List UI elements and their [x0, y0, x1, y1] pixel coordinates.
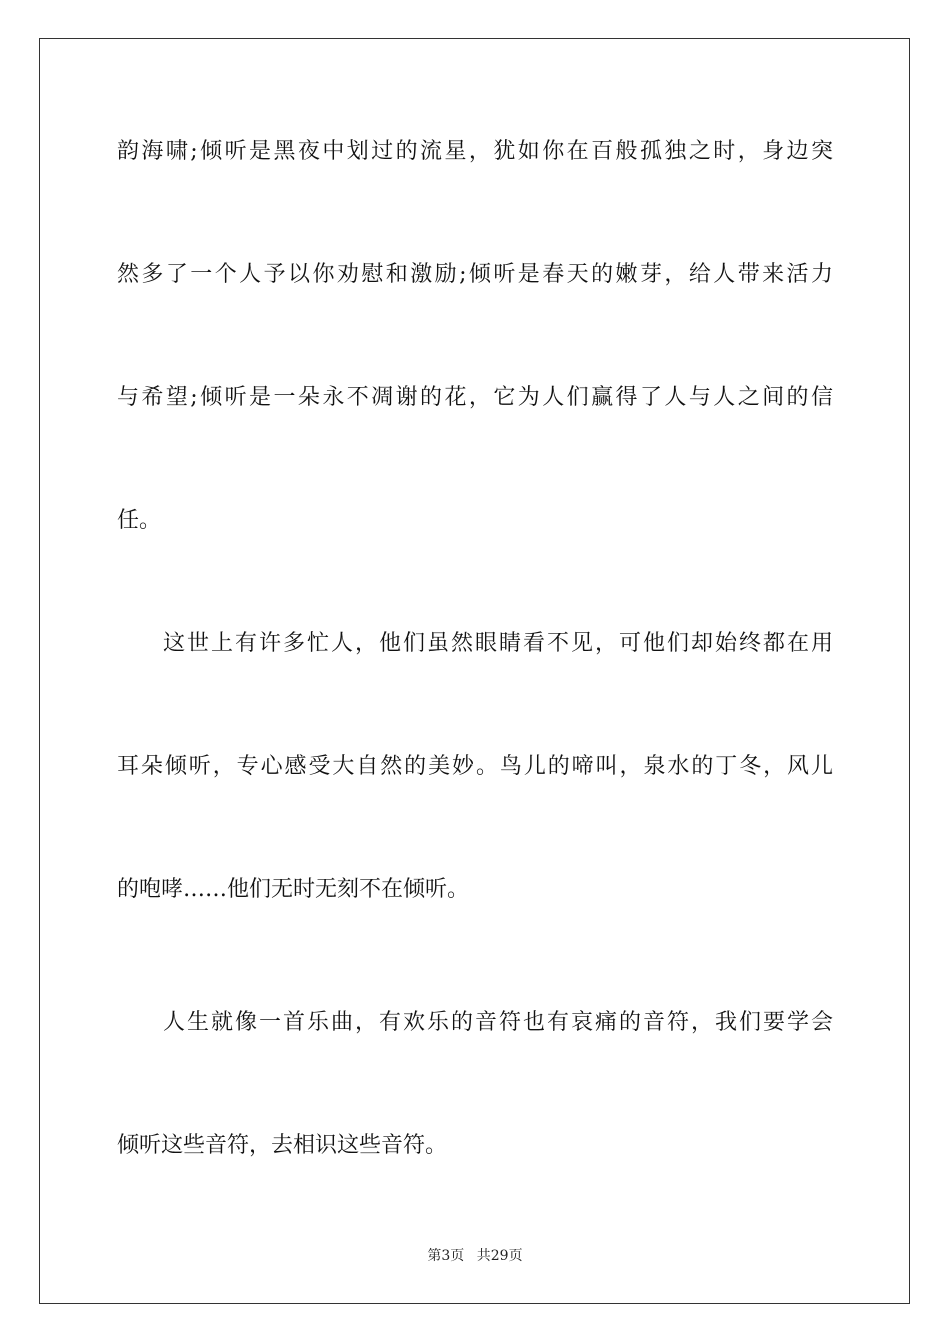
text-line-4: 任。	[117, 508, 162, 533]
page-number: 第3页	[427, 1248, 465, 1264]
text-line-2: 然多了一个人予以你劝慰和激励;倾听是春天的嫩芽，给人带来活力	[117, 262, 833, 287]
page-total: 共29页	[476, 1248, 523, 1264]
page-footer	[0, 1246, 950, 1266]
paragraph-3-line-2: 倾听这些音符，去相识这些音符。	[117, 1133, 448, 1158]
paragraph-3-line-1: 人生就像一首乐曲，有欢乐的音符也有哀痛的音符，我们要学会	[163, 1010, 833, 1035]
paragraph-2-line-2: 耳朵倾听，专心感受大自然的美妙。鸟儿的啼叫，泉水的丁冬，风儿	[117, 754, 833, 779]
paragraph-2-line-1: 这世上有许多忙人，他们虽然眼睛看不见，可他们却始终都在用	[163, 631, 833, 656]
text-line-1: 韵海啸;倾听是黑夜中划过的流星，犹如你在百般孤独之时，身边突	[117, 139, 833, 164]
paragraph-2-line-3: 的咆哮……他们无时无刻不在倾听。	[117, 877, 470, 902]
text-line-3: 与希望;倾听是一朵永不凋谢的花，它为人们赢得了人与人之间的信	[117, 385, 833, 410]
page-border	[39, 38, 910, 1304]
